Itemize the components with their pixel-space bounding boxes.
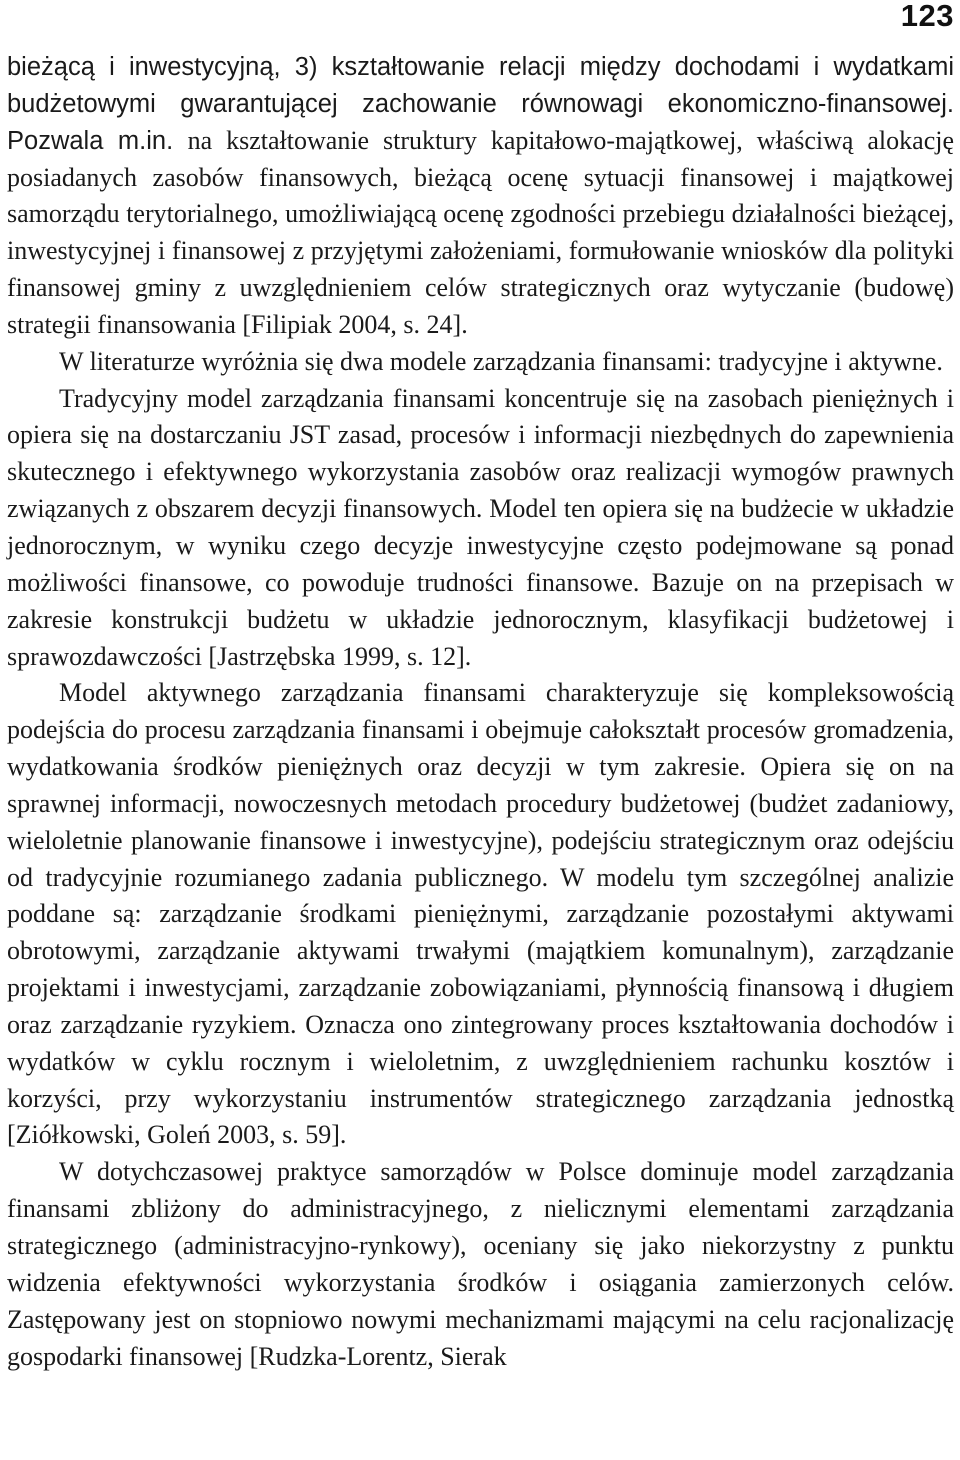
paragraph: [7, 49, 954, 344]
document-body: [7, 49, 954, 1375]
paragraph: W literaturze wyróżnia się dwa modele zarządzania finansami: tradycyjne i aktywne.: [59, 346, 943, 376]
paragraph-segment: na kształtowanie struktury kapitałowo-majątkowej, właściwą alokację posiadanych zasobów finansowych, bieżącą ocenę sytuacji finansowej i majątkowej samorządu terytorialnego, umożliwiającą ocenę zgodności przebiegu działalności bieżącej, inwestycyjnej i finansowej z przyjętymi założeniami, formułowanie wniosków dla polityki finansowej gminy z uwzględnieniem celów strategicznych oraz wytyczanie (budowę) strategii finansowania [Filipiak 2004, s. 24].: [7, 125, 954, 339]
paragraph-segment-sans: bieżącą i inwestycyjną, 3) kształtowanie relacji między dochodami i wydatkami budżetowymi gwarantującej zachowanie równowagi ekonomiczno-finansowej. Pozwala m.in.: [7, 53, 954, 155]
paragraph: W dotychczasowej praktyce samorządów w Polsce dominuje model zarządzania finansami zbliżony do administracyjnego, z nielicznymi elementami zarządzania strategicznego (administracyjno-rynkowy), oceniany się jako niekorzystny z punktu widzenia efektywności wykorzystania środków i osiągania zamierzonych celów. Zastępowany jest on stopniowo nowymi mechanizmami mającymi na celu racjonalizację gospodarki finansowej [Rudzka-Lorentz, Sierak: [7, 1157, 954, 1371]
paragraph: Model aktywnego zarządzania finansami charakteryzuje się kompleksowością podejścia do procesu zarządzania finansami i obejmuje całokształt procesów gromadzenia, wydatkowania środków pieniężnych oraz decyzji w tym zakresie. Opiera się on na sprawnej informacji, nowoczesnych metodach procedury budżetowej (budżet zadaniowy, wieloletnie planowanie finansowe i inwestycyjne), podejściu strategicznym oraz odejściu od tradycyjnie rozumianego zadania publicznego. W modelu tym szczególnej analizie poddane są: zarządzanie środkami pieniężnymi, zarządzanie pozostałymi aktywami obrotowymi, zarządzanie aktywami trwałymi (majątkiem komunalnym), zarządzanie projektami i inwestycjami, zarządzanie zobowiązaniami, płynnością finansową i długiem oraz zarządzanie ryzykiem. Oznacza ono zintegrowany proces kształtowania dochodów i wydatków w cyklu rocznym i wieloletnim, z uwzględnieniem rachunku kosztów i korzyści, przy wykorzystaniu instrumentów strategicznego zarządzania jednostką [Ziółkowski, Goleń 2003, s. 59].: [7, 678, 954, 1150]
page-number: 123: [900, 0, 954, 33]
paragraph: Tradycyjny model zarządzania finansami koncentruje się na zasobach pieniężnych i opiera się na dostarczaniu JST zasad, procesów i informacji niezbędnych do zapewnienia skutecznego i efektywnego wykorzystania zasobów oraz realizacji wymogów prawnych związanych z obszarem decyzji finansowych. Model ten opiera się na budżecie w układzie jednorocznym, w wyniku czego decyzje inwestycyjne często podejmowane są ponad możliwości finansowe, co powoduje trudności finansowe. Bazuje on na przepisach w zakresie konstrukcji budżetu w układzie jednorocznym, klasyfikacji budżetowej i sprawozdawczości [Jastrzębska 1999, s. 12].: [7, 383, 954, 671]
